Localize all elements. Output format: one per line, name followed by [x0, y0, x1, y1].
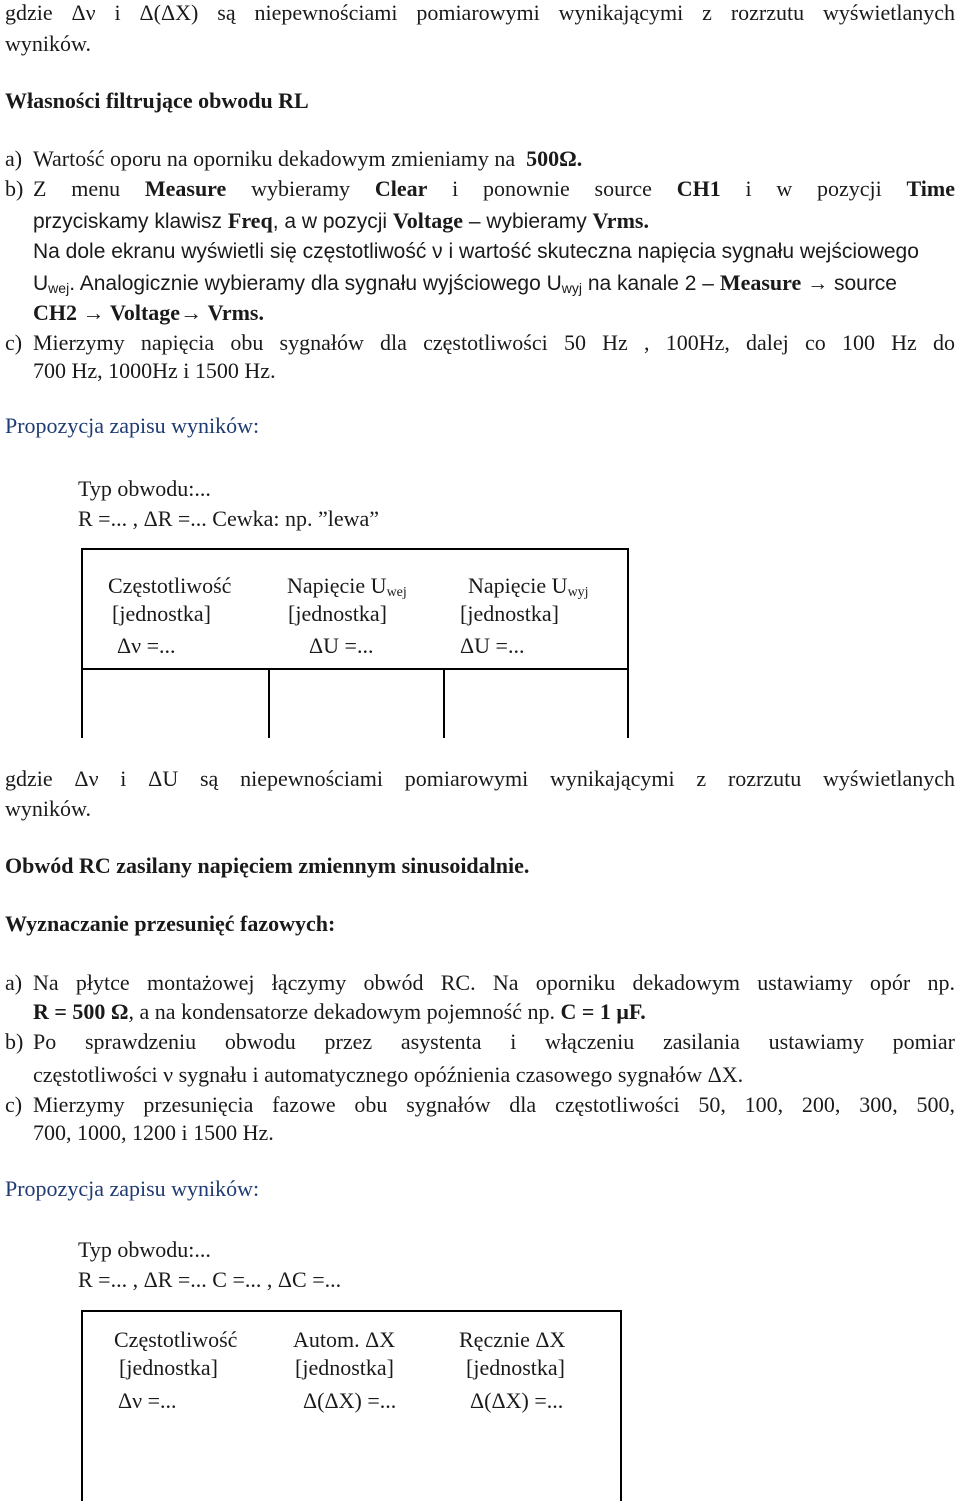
rc-col3-header: Ręcznie ΔX: [459, 1327, 566, 1352]
measure-keyword: Measure: [144, 176, 227, 201]
rc-b-line-1: Po sprawdzeniu obwodu przez asystenta i włączeniu zasilania ustawiamy pomiar: [33, 1029, 955, 1054]
rc-col1-uncertainty: Δν =...: [118, 1388, 177, 1413]
rc-b-label: b): [5, 1029, 24, 1054]
rl-col2-uncertainty: ΔU =...: [309, 633, 374, 658]
intro-line-2: wyników.: [5, 31, 91, 56]
rl-table-top-border: [81, 548, 628, 550]
rl-b-text: , a w pozycji: [272, 210, 388, 233]
rl-heading: Własności filtrujące obwodu RL: [5, 88, 309, 113]
rl-table-right-border: [627, 548, 629, 738]
rc-rc-line: R =... , ΔR =... C =... , ΔC =...: [78, 1267, 342, 1292]
rc-c-line-2: 700, 1000, 1200 i 1500 Hz.: [33, 1120, 274, 1145]
rl-b-text: – wybieramy: [468, 210, 587, 233]
rc-b-line-2: częstotliwości ν sygnału i automatycznego opóźnienia czasowego sygnałów ΔX.: [33, 1062, 744, 1087]
rl-b-text: przyciskamy klawisz: [33, 210, 223, 233]
rl-b-text: Analogicznie wybieramy dla sygnału wyjściowego U: [79, 272, 562, 295]
rc-a-line-1: Na płytce montażowej łączymy obwód RC. Na oporniku dekadowym ustawiamy opór np.: [33, 970, 955, 995]
rl-b-text: → source: [807, 272, 897, 295]
rl-table-col-border: [268, 668, 270, 738]
rl-b-line-5: [33, 300, 264, 326]
rc-typ-obwodu: Typ obwodu:...: [78, 1237, 211, 1262]
rl-proposal: Propozycja zapisu wyników:: [5, 413, 260, 438]
rc-heading: Obwód RC zasilany napięciem zmiennym sinusoidalnie.: [5, 853, 530, 878]
voltage-keyword: Voltage: [110, 300, 181, 325]
rl-col1-unit: [jednostka]: [112, 601, 211, 626]
rl-col1-uncertainty: Δν =...: [117, 633, 176, 658]
rl-table-row-border: [81, 668, 628, 670]
rc-a-text: , a na kondensatorze dekadowym pojemność np.: [128, 999, 555, 1024]
rc-col1-header: Częstotliwość: [114, 1327, 238, 1352]
rl-col3-uncertainty: ΔU =...: [460, 633, 525, 658]
rl-b-text: Na dole ekranu wyświetli się częstotliwość ν i wartość skuteczna napięcia sygnału wejściowego U: [33, 240, 919, 295]
rc-a-line-2: [33, 999, 646, 1025]
rl-col2-name: Napięcie U: [287, 573, 387, 598]
intro-line-1: gdzie Δν i Δ(ΔX) są niepewnościami pomiarowymi wynikającymi z rozrzutu wyświetlanych: [5, 0, 955, 25]
measure-keyword: Measure: [719, 270, 802, 295]
rl-col2-unit: [jednostka]: [288, 601, 387, 626]
rl-a-value: 500Ω.: [526, 146, 583, 171]
rl-col3-unit: [jednostka]: [460, 601, 559, 626]
rl-table-left-border: [81, 548, 83, 738]
rl-c-line-1: Mierzymy napięcia obu sygnałów dla częstotliwości 50 Hz , 100Hz, dalej co 100 Hz do: [33, 330, 955, 355]
rc-table-right-border: [620, 1310, 622, 1501]
rl-b-text: na kanale 2 –: [587, 272, 714, 295]
rl-b-line-1: [33, 176, 955, 202]
subscript-wyj: wyj: [561, 280, 583, 296]
after-rl-line-1: gdzie Δν i ΔU są niepewnościami pomiarowymi wynikającymi z rozrzutu wyświetlanych: [5, 766, 955, 791]
subscript-wej: wej: [48, 280, 70, 296]
rl-b-text: .: [69, 272, 76, 295]
rl-table-col-border: [443, 668, 445, 738]
rl-c-label: c): [5, 330, 23, 355]
rl-a-label: a): [5, 146, 23, 171]
rc-col1-unit: [jednostka]: [119, 1355, 218, 1380]
rc-r-value: R = 500 Ω: [33, 999, 129, 1024]
ch1-keyword: CH1: [676, 176, 721, 201]
rl-col1-header: Częstotliwość: [108, 573, 232, 598]
clear-keyword: Clear: [374, 176, 428, 201]
rl-b-text: Z menu: [33, 176, 121, 201]
rc-col2-uncertainty: Δ(ΔX) =...: [303, 1388, 397, 1413]
rl-b-label: b): [5, 176, 24, 201]
rc-c-label: c): [5, 1092, 23, 1117]
rc-a-label: a): [5, 970, 23, 995]
arrow-icon: →: [82, 300, 105, 325]
rl-b-text: wybieramy: [251, 176, 351, 201]
rc-subheading: Wyznaczanie przesunięć fazowych:: [5, 911, 336, 936]
time-keyword: Time: [906, 176, 956, 201]
vrms-keyword: Vrms.: [592, 208, 649, 233]
subscript-wej: wej: [386, 585, 407, 600]
rc-col2-unit: [jednostka]: [295, 1355, 394, 1380]
rl-r-line: R =... , ΔR =... Cewka: np. ”lewa”: [78, 506, 380, 531]
rc-proposal: Propozycja zapisu wyników:: [5, 1176, 260, 1201]
rc-table-left-border: [81, 1310, 83, 1501]
rc-c-line-1: Mierzymy przesunięcia fazowe obu sygnałów dla częstotliwości 50, 100, 200, 300, 500,: [33, 1092, 955, 1117]
rc-col3-uncertainty: Δ(ΔX) =...: [470, 1388, 564, 1413]
rl-b-line-3: [33, 236, 955, 304]
vrms-keyword: Vrms.: [207, 300, 264, 325]
rl-b-text: i w pozycji: [745, 176, 882, 201]
after-rl-line-2: wyników.: [5, 796, 91, 821]
rc-table-top-border: [81, 1310, 621, 1312]
rc-c-value: C = 1 μF.: [560, 999, 646, 1024]
ch2-keyword: CH2: [33, 300, 77, 325]
arrow-icon: →: [180, 300, 203, 325]
rl-a-prefix: Wartość oporu na oporniku dekadowym zmieniamy na: [33, 146, 516, 171]
rl-col3-name: Napięcie U: [468, 573, 568, 598]
rl-a-text: [33, 146, 582, 172]
subscript-wyj: wyj: [567, 585, 589, 600]
voltage-keyword: Voltage: [392, 208, 463, 233]
rc-col2-header: Autom. ΔX: [293, 1327, 396, 1352]
rl-b-text: i ponownie source: [452, 176, 652, 201]
freq-keyword: Freq: [227, 208, 273, 233]
rl-c-line-2: 700 Hz, 1000Hz i 1500 Hz.: [33, 358, 276, 383]
rl-typ-obwodu: Typ obwodu:...: [78, 476, 211, 501]
rc-col3-unit: [jednostka]: [466, 1355, 565, 1380]
